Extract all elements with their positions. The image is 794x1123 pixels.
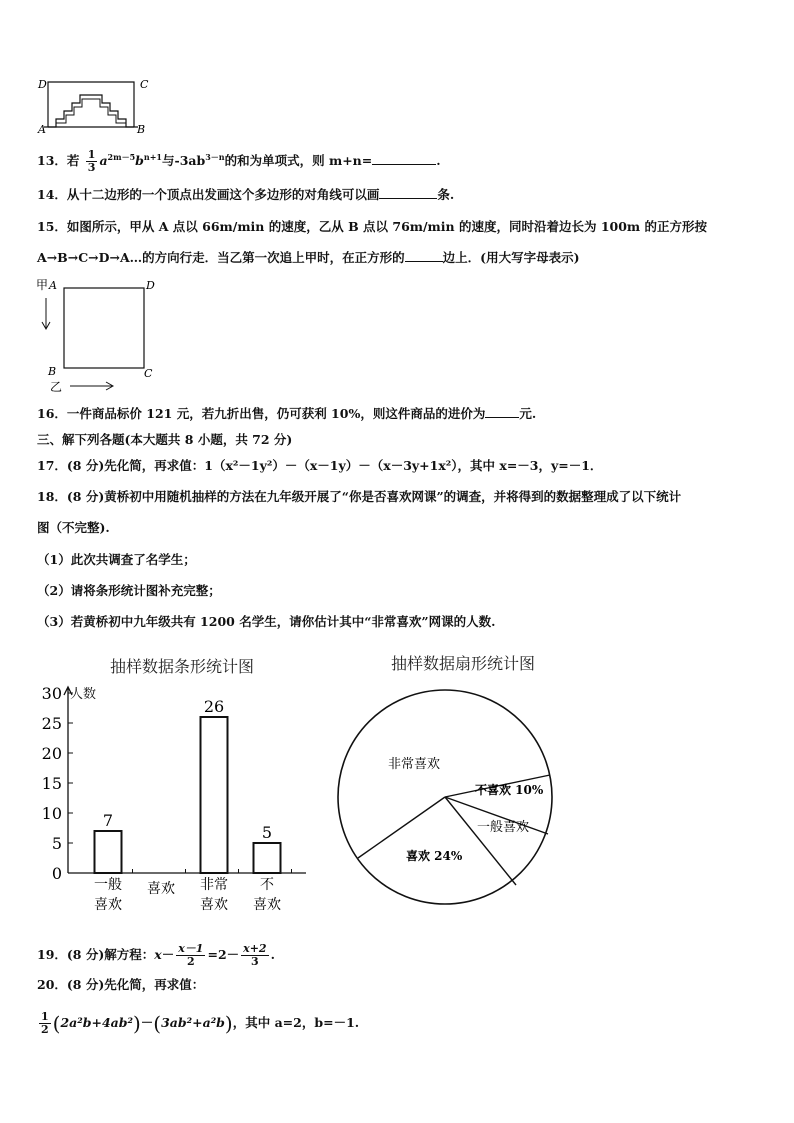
question-20-expression: $\frac{1}{2}$ (2a²b+4ab²)－(3ab²+a²b)，其中 a=2，b=－1. <box>41 1010 360 1036</box>
bar-value-label: 5 <box>261 823 273 842</box>
question-18-line2: 图（不完整). <box>37 520 110 535</box>
y-tick-label: 0 <box>51 864 62 883</box>
category-label: 喜欢 <box>94 897 122 913</box>
label-d: D <box>38 78 47 91</box>
y-tick-label: 20 <box>41 744 62 763</box>
label-d: D <box>146 279 155 292</box>
y-tick-label: 25 <box>41 714 62 733</box>
bar <box>254 843 281 873</box>
category-label: 喜欢 <box>253 897 281 913</box>
question-17: 17．(8 分)先化简，再求值：1（x²－1y²）－（x－1y）－（x－3y+1x²），其中 x=－3，y=－1． <box>37 458 603 473</box>
label-b: B <box>48 365 57 378</box>
answer-blank <box>405 249 443 262</box>
label-jia: 甲 <box>36 278 49 292</box>
bar-value-label: 26 <box>203 697 225 716</box>
question-13: 13．若 $\frac{1}{3}$ $a^{2m-5}b^{n+1}$与$-3ab^{3-n}$的和为单项式，则 m+n= . <box>37 148 441 175</box>
label-a: A <box>49 279 57 292</box>
label-c: C <box>140 78 149 91</box>
question-18-sub3: （3）若黄桥初中九年级共有 1200 名学生，请你估计其中“非常喜欢”网课的人数. <box>37 614 496 629</box>
y-tick-label: 15 <box>41 774 62 793</box>
pie-chart <box>330 648 580 910</box>
label-b: B <box>137 123 146 136</box>
question-15-line1: 15．如图所示，甲从 A 点以 66m/min 的速度，乙从 B 点以 76m/min 的速度，同时沿着边长为 100m 的正方形按 <box>37 219 707 234</box>
y-tick-label: 5 <box>51 834 62 853</box>
y-axis-label: 人数 <box>70 687 97 702</box>
question-19: 19．(8 分)解方程：x－ $\frac{x-1}{2}$ =2－ $\frac{x+2}{3}$ . <box>37 942 275 968</box>
answer-blank <box>485 405 519 418</box>
y-tick-label: 10 <box>41 804 62 823</box>
label-c: C <box>144 367 153 380</box>
question-15-line2: A→B→C→D→A…的方向行走．当乙第一次追上甲时，在正方形的 边上．(用大写字母表示) <box>37 250 580 265</box>
bar <box>201 717 228 873</box>
category-label: 不 <box>260 877 274 893</box>
question-18-sub2: （2）请将条形统计图补充完整； <box>37 583 221 598</box>
stairs-figure <box>36 75 156 137</box>
pie-label-dislike: 不喜欢 10% <box>475 783 544 797</box>
answer-blank <box>372 152 436 165</box>
y-tick-label: 30 <box>41 684 62 703</box>
bar <box>95 831 122 873</box>
question-20-line1: 20．(8 分)先化简，再求值： <box>37 977 205 992</box>
label-yi: 乙 <box>50 380 63 394</box>
category-label: 非常 <box>200 877 228 893</box>
square-figure <box>34 276 164 394</box>
section-3-heading: 三、解下列各题(本大题共 8 小题，共 72 分) <box>37 432 293 447</box>
bar-value-label: 7 <box>102 811 114 830</box>
pie-label-like: 喜欢 24% <box>406 849 463 863</box>
answer-blank <box>379 186 437 199</box>
pie-chart-title: 抽样数据扇形统计图 <box>390 654 536 673</box>
question-16: 16．一件商品标价 121 元，若九折出售，仍可获利 10%，则这件商品的进价为 元. <box>37 406 537 421</box>
label-a: A <box>38 123 46 136</box>
category-label: 喜欢 <box>200 897 228 913</box>
category-label: 一般 <box>94 877 122 893</box>
bar-chart-title: 抽样数据条形统计图 <box>109 657 255 676</box>
pie-label-very-like: 非常喜欢 <box>388 757 441 772</box>
question-18-sub1: （1）此次共调查了名学生； <box>37 552 196 567</box>
category-label: 喜欢 <box>147 881 175 897</box>
question-14: 14．从十二边形的一个顶点出发画这个多边形的对角线可以画 条. <box>37 187 455 202</box>
pie-label-general-like: 一般喜欢 <box>477 820 530 835</box>
bar-chart <box>36 650 316 918</box>
question-18-line1: 18．(8 分)黄桥初中用随机抽样的方法在九年级开展了“你是否喜欢网课”的调查，并将得到的数据整理成了以下统计 <box>37 489 682 504</box>
